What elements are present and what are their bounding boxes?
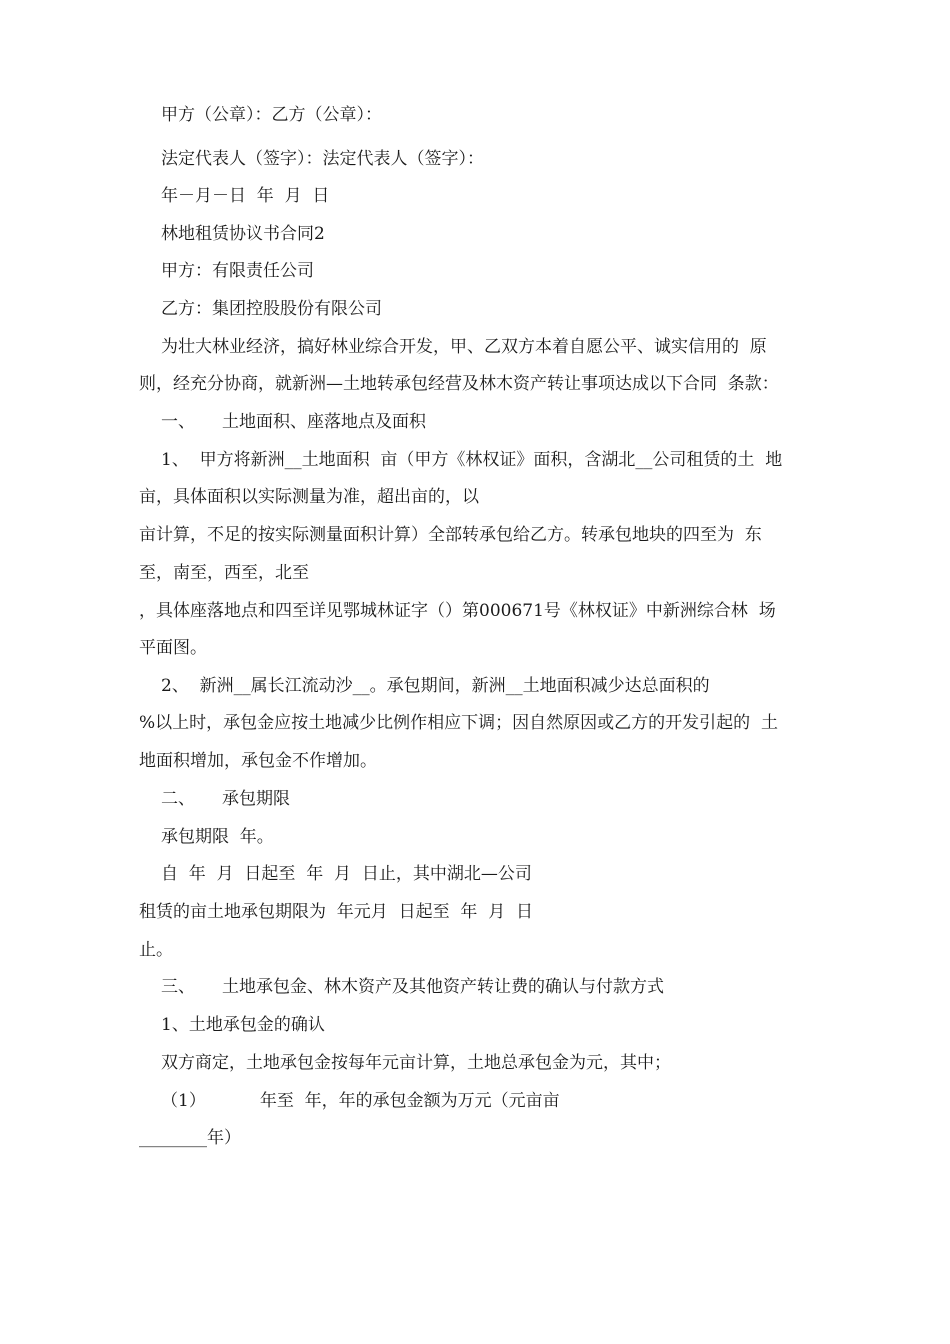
party-b: 乙方：集团控股股份有限公司 bbox=[161, 299, 382, 319]
clause-1-1-line-3: 亩计算，不足的按实际测量面积计算）全部转承包给乙方。转承包地块的四至为 东 bbox=[139, 525, 762, 545]
clause-3-1-item-1-cont: ________年） bbox=[139, 1128, 241, 1148]
party-a: 甲方：有限责任公司 bbox=[161, 261, 314, 281]
clause-1-2-line-3: 地面积增加，承包金不作增加。 bbox=[139, 751, 377, 771]
section-3-heading: 三、 土地承包金、林木资产及其他资产转让费的确认与付款方式 bbox=[161, 977, 665, 997]
clause-3-1-text: 双方商定，土地承包金按每年元亩计算，土地总承包金为元，其中； bbox=[161, 1053, 671, 1073]
clause-3-1-item-1: （1） 年至 年，年的承包金额为万元（元亩亩 bbox=[161, 1091, 560, 1111]
signature-line: 法定代表人（签字）：法定代表人（签字）： bbox=[161, 149, 484, 169]
clause-1-1-line-1: 1、 甲方将新洲__土地面积 亩（甲方《林权证》面积，含湖北__公司租赁的土 地 bbox=[161, 450, 783, 470]
document-title: 林地租赁协议书合同2 bbox=[161, 224, 325, 244]
term-line: 承包期限 年。 bbox=[161, 827, 274, 847]
clause-1-1-line-6: 平面图。 bbox=[139, 638, 207, 658]
clause-1-2-line-1: 2、 新洲__属长江流动沙__。承包期间，新洲__土地面积减少达总面积的 bbox=[161, 676, 710, 696]
preamble-line-2: 则，经充分协商，就新洲—土地转承包经营及林木资产转让事项达成以下合同 条款： bbox=[139, 374, 779, 394]
clause-1-2-line-2: %以上时，承包金应按土地减少比例作相应下调；因自然原因或乙方的开发引起的 土 bbox=[139, 713, 778, 733]
clause-1-1-line-4: 至，南至，西至，北至 bbox=[139, 563, 309, 583]
section-1-heading: 一、 土地面积、座落地点及面积 bbox=[161, 412, 427, 432]
term-period-line-2: 租赁的亩土地承包期限为 年元月 日起至 年 月 日 bbox=[139, 902, 534, 922]
clause-1-1-line-5: ，具体座落地点和四至详见鄂城林证字（）第000671号《林权证》中新洲综合林 场 bbox=[139, 601, 776, 621]
preamble-line-1: 为壮大林业经济，搞好林业综合开发，甲、乙双方本着自愿公平、诚实信用的 原 bbox=[161, 337, 767, 357]
clause-3-1-heading: 1、土地承包金的确认 bbox=[161, 1015, 325, 1035]
section-2-heading: 二、 承包期限 bbox=[161, 789, 291, 809]
clause-1-1-line-2: 亩，具体面积以实际测量为准，超出亩的，以 bbox=[139, 487, 479, 507]
term-period-line-1: 自 年 月 日起至 年 月 日止，其中湖北—公司 bbox=[161, 864, 532, 884]
date-line: 年－月－日 年 月 日 bbox=[161, 186, 330, 206]
term-period-line-3: 止。 bbox=[139, 940, 173, 960]
seal-line: 甲方（公章）：乙方（公章）： bbox=[161, 105, 382, 125]
